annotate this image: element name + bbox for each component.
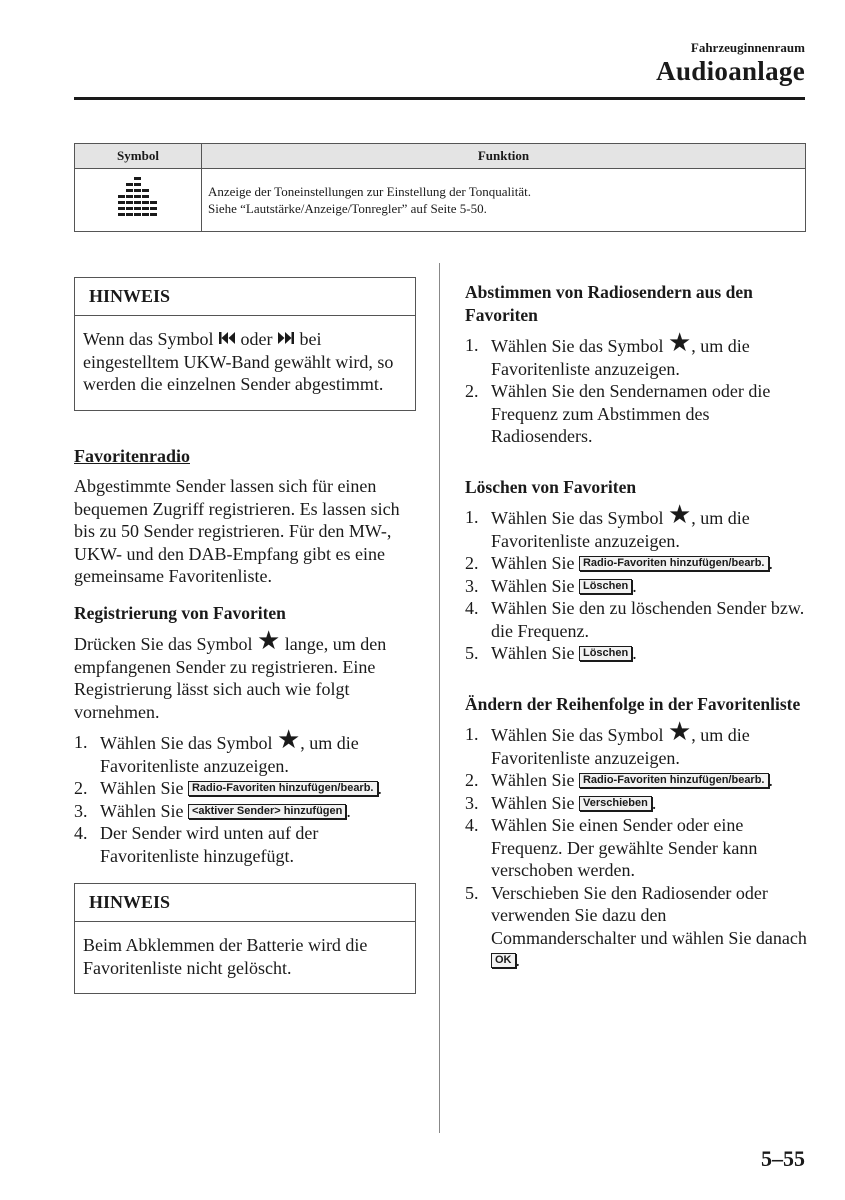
paragraph-text: Drücken Sie das Symbol: [74, 634, 257, 654]
star-icon: ★: [667, 500, 692, 529]
list-item: [465, 575, 807, 598]
step-text: .: [515, 950, 520, 970]
list-item: [74, 725, 416, 777]
add-active-station-button: <aktiver Sender> hinzufügen: [188, 804, 346, 819]
step-text: Wählen Sie: [491, 643, 579, 663]
column-divider: [439, 263, 440, 1133]
section-label: Fahrzeuginnenraum: [690, 40, 805, 55]
list-item: [465, 500, 807, 552]
list-item: [465, 642, 807, 665]
step-number: 1.: [465, 335, 479, 355]
header-divider: [74, 97, 805, 100]
step-number: 4.: [74, 823, 88, 843]
page-number: 5–55: [761, 1146, 805, 1171]
reorder-steps: [465, 717, 807, 972]
symbol-table-header: [75, 144, 806, 169]
step-text: Wählen Sie den Sendernamen oder die Frequenz zum Abstimmen des Radiosenders.: [491, 381, 771, 446]
step-number: 3.: [465, 792, 479, 813]
step-number: 3.: [74, 800, 88, 821]
step-number: 1.: [465, 507, 479, 527]
star-icon: ★: [256, 626, 281, 655]
skip-back-icon: [218, 328, 236, 351]
list-item: [465, 328, 807, 380]
list-item: [74, 822, 416, 867]
step-number: 4.: [465, 598, 479, 618]
function-cell: [202, 169, 806, 232]
step-text: Wählen Sie das Symbol: [491, 336, 668, 356]
note-heading: HINWEIS: [75, 278, 415, 316]
registration-steps: [74, 725, 416, 867]
paragraph-text: lange, um den empfangenen Sender zu registrieren. Eine Registrierung lässt sich auch wie folgt vornehmen.: [74, 634, 387, 722]
subheading-delete-favorites: Löschen von Favoriten: [465, 476, 637, 497]
step-text: , um die Favoritenliste anzuzeigen.: [491, 336, 750, 379]
delete-button: Löschen: [579, 579, 632, 594]
right-column: [465, 281, 807, 972]
step-number: 4.: [465, 815, 479, 835]
step-text: , um die Favoritenliste anzuzeigen.: [491, 725, 750, 768]
symbol-cell: [75, 169, 202, 232]
equalizer-bars-icon: [113, 177, 163, 219]
step-text: Wählen Sie: [491, 792, 579, 813]
step-text: Wählen Sie einen Sender oder eine Frequenz. Der gewählte Sender kann verschoben werden.: [491, 815, 758, 880]
step-text: Wählen Sie das Symbol: [100, 733, 277, 753]
step-text: Der Sender wird unten auf der Favoritenliste hinzugefügt.: [100, 823, 319, 866]
star-icon: ★: [276, 725, 301, 754]
list-item: [465, 597, 807, 642]
list-item: [465, 552, 807, 575]
radio-favorites-edit-button: Radio-Favoriten hinzufügen/bearb.: [579, 773, 769, 788]
step-number: 3.: [465, 575, 479, 596]
list-item: [465, 814, 807, 882]
table-row: [75, 169, 806, 232]
step-text: .: [346, 800, 351, 821]
page-title: Audioanlage: [656, 56, 805, 86]
list-item: [465, 792, 807, 815]
paragraph: Abgestimmte Sender lassen sich für einen bequemen Zugriff registrieren. Es lassen sich bis zu 50 Sender registrieren. Für den MW-, UKW- und den DAB-Empfang gibt es eine gemeinsame Favoritenliste.: [74, 476, 400, 586]
step-text: .: [632, 575, 637, 596]
step-text: , um die Favoritenliste anzuzeigen.: [491, 508, 750, 551]
subheading-reorder-favorites: Ändern der Reihenfolge in der Favoritenliste: [465, 693, 801, 714]
section-heading-favoritenradio: Favoritenradio: [74, 445, 190, 466]
left-column: [74, 277, 416, 994]
skip-forward-icon: [277, 328, 295, 351]
note-heading: HINWEIS: [75, 884, 415, 922]
list-item: [465, 882, 807, 972]
function-text-line: Anzeige der Toneinstellungen zur Einstellung der Tonqualität.: [208, 184, 531, 199]
symbol-table: [74, 143, 806, 232]
list-item: [465, 769, 807, 792]
step-number: 2.: [465, 770, 479, 790]
step-number: 5.: [465, 882, 479, 903]
list-item: [465, 380, 807, 448]
step-number: 2.: [74, 778, 88, 798]
note-body: Beim Abklemmen der Batterie wird die Favoritenliste nicht gelöscht.: [83, 935, 368, 978]
step-text: , um die Favoritenliste anzuzeigen.: [100, 733, 359, 776]
star-icon: ★: [667, 717, 692, 746]
step-text: .: [768, 770, 773, 790]
step-number: 2.: [465, 381, 479, 401]
note-text: oder: [236, 329, 278, 349]
function-text-line: Siehe “Lautstärke/Anzeige/Tonregler” auf Seite 5-50.: [208, 201, 487, 216]
note-box: [74, 883, 416, 994]
step-text: Wählen Sie: [491, 553, 579, 573]
step-number: 1.: [465, 724, 479, 744]
note-text: Wenn das Symbol: [83, 329, 219, 349]
move-button: Verschieben: [579, 796, 652, 811]
step-text: Wählen Sie das Symbol: [491, 508, 668, 528]
note-box: [74, 277, 416, 411]
step-text: Wählen Sie: [491, 575, 579, 596]
ok-button: OK: [491, 953, 516, 968]
step-text: Wählen Sie: [100, 778, 188, 798]
step-text: Wählen Sie: [100, 800, 188, 821]
step-text: Wählen Sie: [491, 770, 579, 790]
step-number: 1.: [74, 732, 88, 752]
step-text: Verschieben Sie den Radiosender oder verwenden Sie dazu den Commanderschalter und wählen Sie danach: [491, 882, 807, 948]
subheading-tune-favorites: Abstimmen von Radiosendern aus den Favoriten: [465, 282, 753, 325]
list-item: [74, 777, 416, 800]
step-text: Wählen Sie den zu löschenden Sender bzw. die Frequenz.: [491, 598, 805, 641]
step-number: 5.: [465, 643, 479, 663]
paragraph: [74, 626, 416, 723]
step-text: .: [768, 553, 773, 573]
step-text: .: [651, 792, 657, 813]
tune-steps: [465, 328, 807, 448]
step-text: .: [377, 778, 382, 798]
step-number: 2.: [465, 553, 479, 573]
column-header-function: Funktion: [202, 144, 806, 169]
note-body: [75, 316, 415, 410]
subheading-registration: Registrierung von Favoriten: [74, 602, 286, 623]
delete-button: Löschen: [579, 646, 632, 661]
list-item: [74, 800, 416, 823]
column-header-symbol: Symbol: [75, 144, 202, 169]
list-item: [465, 717, 807, 769]
radio-favorites-edit-button: Radio-Favoriten hinzufügen/bearb.: [579, 556, 769, 571]
step-text: Wählen Sie das Symbol: [491, 725, 668, 745]
step-text: .: [632, 643, 637, 663]
radio-favorites-edit-button: Radio-Favoriten hinzufügen/bearb.: [188, 781, 378, 796]
note-text: bei eingestelltem UKW-Band gewählt wird, so werden die einzelnen Sender abgestimmt.: [83, 329, 394, 394]
star-icon: ★: [667, 328, 692, 357]
delete-steps: [465, 500, 807, 665]
